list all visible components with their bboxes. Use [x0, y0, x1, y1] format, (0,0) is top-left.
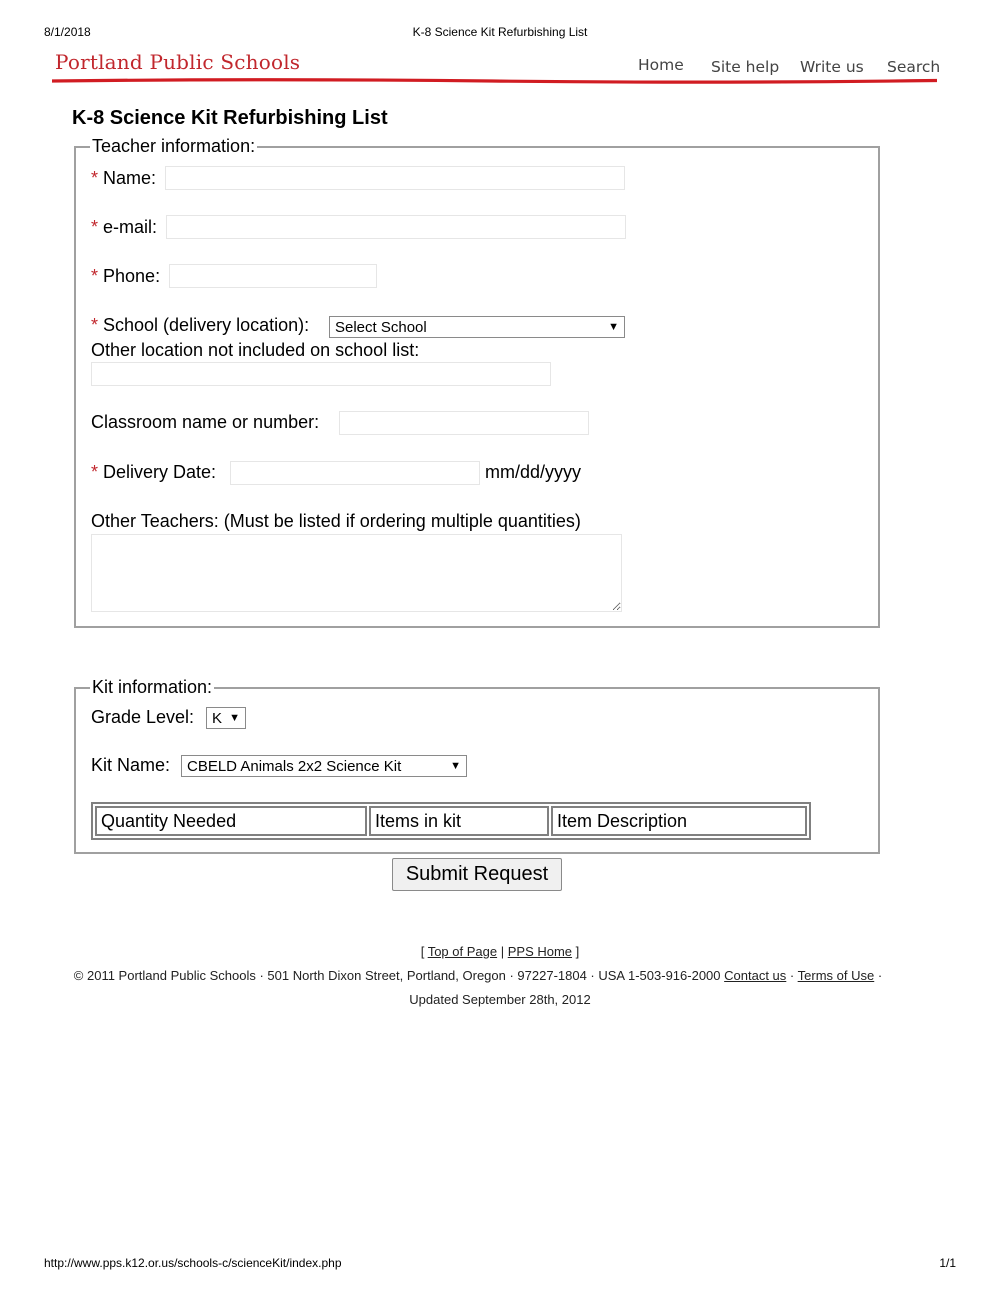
kit-items-table [91, 802, 811, 840]
chevron-down-icon: ▼ [608, 321, 619, 333]
required-mark: * [91, 315, 99, 335]
kit-name-select[interactable] [181, 755, 467, 777]
header-red-rule [52, 78, 937, 84]
nav-home-link[interactable]: Home [638, 56, 684, 74]
nav-write-us-link[interactable]: Write us [800, 58, 864, 76]
print-url: http://www.pps.k12.or.us/schools-c/scienceKit/index.php [44, 1256, 342, 1270]
chevron-down-icon: ▼ [450, 760, 461, 772]
terms-of-use-link[interactable]: Terms of Use [797, 968, 875, 983]
classroom-input[interactable] [339, 411, 589, 435]
submit-request-button[interactable]: Submit Request [392, 858, 562, 891]
other-teachers-textarea[interactable] [91, 534, 622, 612]
page-title: K-8 Science Kit Refurbishing List [72, 107, 388, 129]
print-date: 8/1/2018 [44, 25, 91, 39]
site-logo[interactable]: Portland Public Schools [55, 50, 301, 74]
print-title: K-8 Science Kit Refurbishing List [412, 25, 588, 39]
print-page-number: 1/1 [939, 1256, 956, 1270]
item-description-header: Item Description [551, 806, 807, 836]
delivery-date-label: * Delivery Date: [91, 462, 217, 482]
delivery-date-input[interactable] [230, 461, 480, 485]
pps-home-link[interactable]: PPS Home [507, 944, 573, 959]
nav-search-link[interactable]: Search [887, 58, 941, 76]
email-input[interactable] [166, 215, 626, 239]
name-label: * Name: [91, 168, 157, 188]
required-mark: * [91, 217, 99, 237]
required-mark: * [91, 266, 99, 286]
table-header-row [95, 806, 807, 836]
name-input[interactable] [165, 166, 625, 190]
required-mark: * [91, 462, 99, 482]
quantity-needed-header: Quantity Needed [95, 806, 367, 836]
grade-level-label: Grade Level: [91, 707, 195, 727]
kit-name-value: CBELD Animals 2x2 Science Kit [187, 757, 402, 775]
school-label: * School (delivery location): [91, 315, 310, 335]
nav-site-help-link[interactable]: Site help [711, 58, 780, 76]
other-location-input[interactable] [91, 362, 551, 386]
grade-level-value: K [212, 709, 223, 727]
contact-us-link[interactable]: Contact us [724, 968, 787, 983]
kit-name-label: Kit Name: [91, 755, 171, 775]
kit-information-legend: Kit information: [92, 677, 213, 697]
required-mark: * [91, 168, 99, 188]
grade-level-select[interactable] [206, 707, 246, 729]
teacher-information-legend: Teacher information: [92, 136, 256, 156]
footer-links: [ Top of Page | PPS Home ] [420, 944, 580, 959]
other-location-label: Other location not included on school list: [91, 340, 420, 360]
classroom-label: Classroom name or number: [91, 412, 320, 432]
school-select-value: Select School [335, 318, 427, 336]
footer-copyright: © 2011 Portland Public Schools · 501 North Dixon Street, Portland, Oregon · 97227-1804 · USA 1-503-916-2000 Contact us · Terms of Use · [73, 968, 883, 983]
chevron-down-icon: ▼ [229, 712, 240, 724]
email-label: * e-mail: [91, 217, 158, 237]
copyright-text: © 2011 Portland Public Schools · 501 North Dixon Street, Portland, Oregon · 97227-1804 · USA 1-503-916-2000 [73, 968, 721, 983]
phone-input[interactable] [169, 264, 377, 288]
school-select[interactable] [329, 316, 625, 338]
delivery-date-format-hint: mm/dd/yyyy [485, 462, 582, 482]
items-in-kit-header: Items in kit [369, 806, 549, 836]
top-of-page-link[interactable]: Top of Page [427, 944, 498, 959]
other-teachers-label: Other Teachers: (Must be listed if ordering multiple quantities) [91, 511, 581, 531]
footer-updated: Updated September 28th, 2012 [409, 992, 591, 1007]
phone-label: * Phone: [91, 266, 161, 286]
